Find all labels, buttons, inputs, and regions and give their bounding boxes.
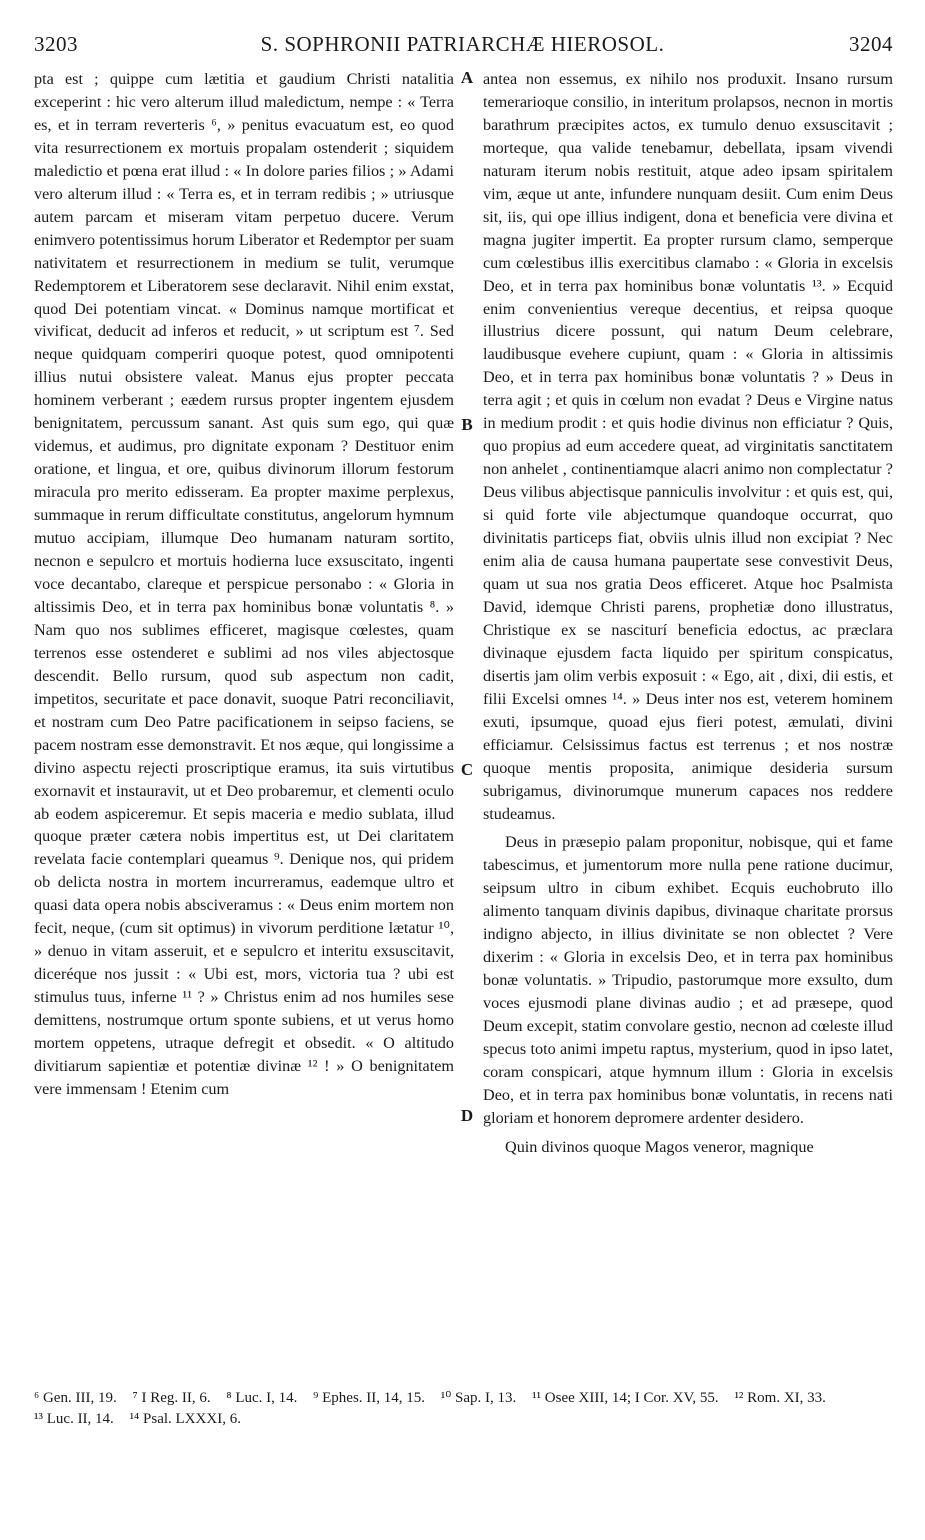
running-title: S. SOPHRONII PATRIARCHÆ HIEROSOL. xyxy=(260,32,665,56)
margin-marker-a: A xyxy=(460,68,474,87)
margin-marker-d: D xyxy=(460,1106,474,1125)
left-column-text: pta est ; quippe cum lætitia et gaudium Christi natalitia exceperint : hic vero alterum illud maledictum, nempe : « Terra es, et in terram reverteris ⁶, » penitus evacuatum est, eo quod vita resurrectionem ex mortuis propalam ostenderit ; siquidem maledictio et pœna erat illud : « In dolore paries filios ; » Adami vero alterum illud : « Terra es, et in terram redibis ; » utriusque autem parcam et miseram vitam perpetuo ducere. Verum enimvero potentissimus horum Liberator et Redemptor per suam nativitatem et resurrectionem in medium se tulit, verumque Redemptorem et Liberatorem sese declaravit. Nihil enim exstat, quod Dei potentiam vincat. « Dominus namque mortificat et vivificat, deducit ad inferos et reducit, » ut scriptum est ⁷. Sed neque quidquam comperiri quoque potest, quod omnipotenti illius nutui obsistere valeat. Manus ejus propter peccata hominem verberant ; eædem rursus propter ingentem ejusdem benignitatem, percussum sanant. Ast quis sum ego, qui quæ videmus, et audimus, pro dignitate exponam ? Destituor enim oratione, et lingua, et ore, quibus divinorum illorum festorum miracula pro merito edisseram. Ea propter maxime perplexus, summaque in rerum difficultate constitutus, angelorum hymnum mutuo accipiam, illumque Deo humanam naturam sortito, necnon e sepulcro et mortuis hodierna luce exsuscitato, ingenti voce decantabo, clareque et perspicue personabo : « Gloria in altissimis Deo, et in terra pax hominibus bonæ voluntatis ⁸. » Nam quo nos sublimes efficeret, magisque cœlestes, quam terrenos esse ostenderet e sublimi ad nos viles abjectosque descendit. Bello rursum, quod sub aspectum non cadit, impetitos, securitate et pace donavit, suoque Patri reconciliavit, et nostram cum Deo Patre pacificationem in seipso faciens, se pacem nostram esse demonstravit. Et nos æque, qui longissime a divino aspectu rejecti proscriptique eramus, ita suis virtutibus exornavit et instauravit, ut et Deo probaremur, et clementi oculo ab eodem aspiceremur. Et sepis maceria e medio sublata, illud quoque præter cætera nobis impertitus est, ut Dei claritatem revelata facie contemplari queamus ⁹. Denique nos, qui pridem ob delicta nostra in mortem incurreramus, eademque ultro et quasi data opera nobis absciveramus : « Deus enim mortem non fecit, neque, (cum sit optimus) in vivorum perditione lætatur ¹⁰, » denuo in vitam asseruit, et e sepulcro et interitu exsuscitavit, diceréque nos jussit : « Ubi est, mors, victoria tua ? ubi est stimulus tuus, inferne ¹¹ ? » Christus enim ad nos humiles sese demittens, nostrumque ortum sponte subiens, et ut verus homo mortem oppetens, utraque defregit et obsedit. « O altitudo divitiarum sapientiæ et potentiæ divinæ ¹² ! » O benignitatem vere immensam ! Etenim cum xyxy=(34,70,454,1098)
right-column xyxy=(483,68,893,1159)
left-column xyxy=(34,68,454,1101)
margin-marker-b: B xyxy=(461,415,473,434)
right-paragraph-2: Deus in præsepio palam proponitur, nobisque, qui et fame tabescimus, et jumentorum more nulla pene ratione ducimur, seipsum ultro in cibum exhibet. Ecquis euchobruto illo alimento tanquam divinis dapibus, divinaque charitate prorsus indigno abjecto, in illius divinitate se non oblectet ? Vere dixerim : « Gloria in excelsis Deo, et in terra pax hominibus bonæ voluntatis. » Tripudio, pastorumque more exsulto, dum voces ejusmodi plane divinas audio ; et ad præsepe, quod Deum excepit, statim convolare gestio, necnon ad cœleste illud specus toto animi impetu raptus, mysterium, quod in ipso latet, coram conspicari, atque hymnum illum : Gloria in excelsis Deo, et in terra pax hominibus bonæ voluntatis, in recens nati gloriam et honorem depromere ardenter desidero. xyxy=(483,833,893,1127)
footnote-13: ¹³ Luc. II, 14. xyxy=(34,1411,114,1427)
right-paragraph-1: antea non essemus, ex nihilo nos produxit. Insano rursum temerarioque consilio, in interitum prolapsos, necnon in mortis barathrum præcipites actos, ex tumulo denuo exsuscitavit ; morteque, qua valide tenebamur, debellata, ipsam vivendi naturam iterum nobis restituit, atque adeo ipsam spiritalem vim, æque ut ante, infundere nunquam desiit. Cum enim Deus sit, iis, qui ope illius indigent, dona et beneficia vere divina et magna jugiter impertit. Ea propter rursum clamo, semperque cum cœlestibus illis exercitibus clamabo : « Gloria in excelsis Deo, et in terra pax hominibus bonæ voluntatis ¹³. » Ecquid enim convenientius vereque decentius, et reipsa quoque illustrius dicere possunt, qui natum Deum celebrare, laudibusque evehere cupiunt, quam : « Gloria in altissimis Deo, et in terra pax hominibus bonæ voluntatis ? » Deus in terra agit ; et quis in cœlum non evadat ? Deus e Virgine natus in medium prodit : et quis hodie divinus non efficiatur ? Quis, quo propius ad eum accedere queat, ad virginitatis sanctitatem non anhelet , continentiamque alacri animo non complectatur ? Deus vilibus abjectisque panniculis involvitur : et quis est, qui, si quid forte vile abjectumque quandoque occurrat, quo divinitatis particeps fiat, obviis ulnis illud non excipiat ? Nec enim alia de causa humana paupertate sese convestivit Deus, quam ut sua nos gratia Deos efficeret. Atque hoc Psalmista David, idemque Christi parens, prophetiæ dono illustratus, Christique ex se nasciturí beneficia edoctus, ac præclara divinaque ejusdem facta liquido per spiritum conspicatus, disertis jam olim verbis exposuit : « Ego, ait , dixi, dii estis, et filii Excelsi omnes ¹⁴. » Deus inter nos est, veterem hominem exuti, ipsumque, quoad ejus fieri potest, æmulati, divini efficiamur. Celsissimus factus est terrenus ; et nos nostræ quoque mentis proposita, animique desideria sursum subrigamus, divinorumque munerum capaces nos reddere studeamus. xyxy=(483,70,893,823)
left-page-number: 3203 xyxy=(34,32,78,56)
footnote-11: ¹¹ Osee XIII, 14; I Cor. XV, 55. xyxy=(532,1390,719,1406)
footnote-14: ¹⁴ Psal. LXXXI, 6. xyxy=(129,1411,241,1427)
running-header xyxy=(0,32,925,62)
footnote-10: ¹⁰ Sap. I, 13. xyxy=(440,1390,517,1406)
right-paragraph-3: Quin divinos quoque Magos veneror, magnique xyxy=(505,1137,814,1156)
footnotes xyxy=(34,1388,894,1430)
right-page-number: 3204 xyxy=(849,32,893,56)
footnote-6: ⁶ Gen. III, 19. xyxy=(34,1390,117,1406)
footnote-12: ¹² Rom. XI, 33. xyxy=(734,1390,826,1406)
footnote-8: ⁸ Luc. I, 14. xyxy=(226,1390,298,1406)
footnote-7: ⁷ I Reg. II, 6. xyxy=(132,1390,211,1406)
footnote-9: ⁹ Ephes. II, 14, 15. xyxy=(313,1390,426,1406)
margin-marker-c: C xyxy=(460,760,474,779)
